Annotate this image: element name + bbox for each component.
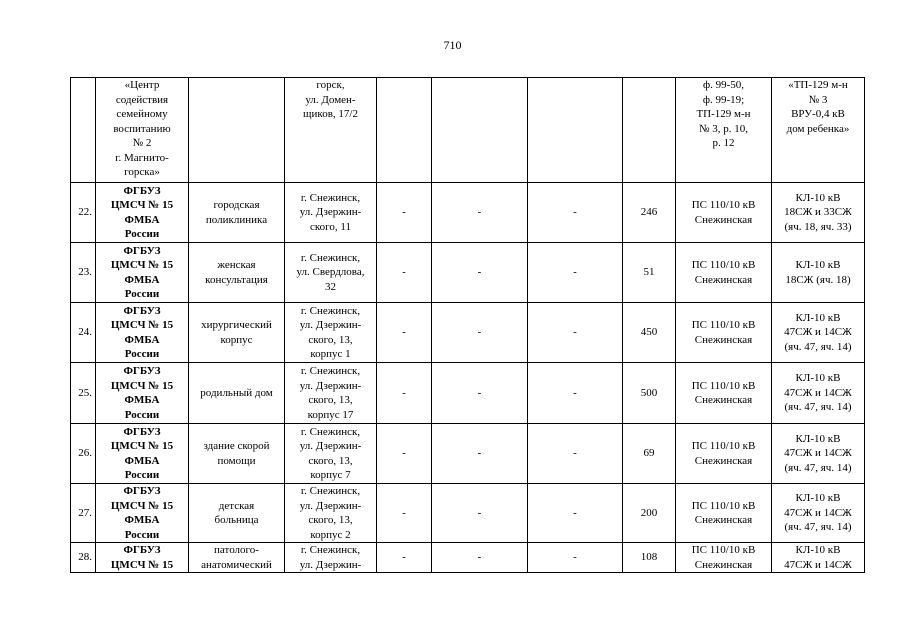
- object-cell: [189, 303, 285, 363]
- table-row: [71, 243, 865, 303]
- cell-text-line: ул. Дзержин-: [299, 499, 362, 512]
- cell-text-line: КЛ-10 кВ: [795, 311, 841, 324]
- cell-text-line: ЦМСЧ № 15: [110, 379, 174, 392]
- cell-text-line: консультация: [205, 273, 268, 286]
- cell-text-line: № 2: [132, 137, 152, 149]
- cell-text-line: «Центр: [124, 79, 160, 91]
- address-cell: [285, 424, 377, 484]
- cell-text-line: КЛ-10 кВ: [795, 372, 841, 385]
- col5-cell: -: [377, 243, 432, 303]
- cell-text-line: ПС 110/10 кВ: [691, 499, 756, 512]
- cell-text-line: ФГБУЗ: [123, 485, 161, 497]
- cell-text-line: г. Снежинск,: [300, 304, 361, 317]
- object-cell: [189, 424, 285, 484]
- cell-text-line: помощи: [217, 454, 256, 467]
- cell-text-line: 47СЖ и 14СЖ: [784, 506, 852, 519]
- col7-cell: -: [528, 484, 623, 543]
- cell-text-line: ского, 13,: [308, 454, 353, 467]
- power-cell: 500: [623, 363, 676, 424]
- table-row: [71, 303, 865, 363]
- cell-text-line: г. Снежинск,: [300, 544, 361, 556]
- source-cell: [676, 363, 772, 424]
- cell-text-line: ПС 110/10 кВ: [691, 379, 756, 392]
- col6-cell: -: [432, 484, 528, 543]
- cell-text-line: ФГБУЗ: [123, 304, 161, 317]
- power-cell: 69: [623, 424, 676, 484]
- address-cell: [285, 303, 377, 363]
- cell-text-line: корпус: [220, 333, 253, 346]
- cell-text-line: России: [124, 469, 160, 481]
- cell-text-line: Снежинская: [694, 213, 753, 226]
- cell-text-line: Снежинская: [694, 454, 753, 467]
- col6-cell: [432, 78, 528, 183]
- col6-cell: -: [432, 543, 528, 573]
- organization-cell: [96, 183, 189, 243]
- cell-text-line: поликлиника: [205, 213, 268, 226]
- cell-text-line: здание скорой: [203, 440, 270, 452]
- cell-text-line: ФМБА: [124, 213, 160, 226]
- cell-text-line: корпус 7: [310, 469, 351, 481]
- col6-cell: -: [432, 183, 528, 243]
- table-row: [71, 78, 865, 183]
- cell-text-line: горск,: [316, 79, 345, 91]
- cell-text-line: России: [124, 408, 160, 421]
- organization-cell: [96, 78, 189, 183]
- row-number-cell: 28.: [71, 543, 96, 573]
- row-number-cell: 27.: [71, 484, 96, 543]
- cell-text-line: России: [124, 288, 160, 300]
- cell-text-line: ПС 110/10 кВ: [691, 259, 756, 271]
- cell-text-line: корпус 1: [310, 348, 351, 360]
- table-row: [71, 484, 865, 543]
- line-cell: [772, 243, 865, 303]
- cell-text-line: ского, 13,: [308, 333, 353, 346]
- cell-text-line: г. Снежинск,: [300, 365, 361, 377]
- cell-text-line: детская: [218, 499, 255, 512]
- power-cell: [623, 78, 676, 183]
- cell-text-line: № 3: [808, 93, 828, 106]
- cell-text-line: (яч. 47, яч. 14): [784, 461, 852, 474]
- cell-text-line: «ТП-129 м-н: [788, 79, 848, 91]
- source-cell: [676, 424, 772, 484]
- cell-text-line: щиков, 17/2: [303, 108, 358, 120]
- cell-text-line: ФГБУЗ: [123, 365, 161, 377]
- col7-cell: -: [528, 183, 623, 243]
- cell-text-line: ПС 110/10 кВ: [691, 319, 756, 331]
- facilities-table: [70, 77, 865, 573]
- address-cell: [285, 183, 377, 243]
- cell-text-line: Снежинская: [694, 514, 753, 526]
- col5-cell: -: [377, 543, 432, 573]
- cell-text-line: ЦМСЧ № 15: [110, 259, 174, 271]
- source-cell: [676, 78, 772, 183]
- cell-text-line: родильный дом: [200, 386, 273, 399]
- object-cell: [189, 363, 285, 424]
- line-cell: [772, 78, 865, 183]
- cell-text-line: патолого-: [214, 544, 259, 556]
- cell-text-line: хирургический: [201, 319, 272, 331]
- cell-text-line: больница: [214, 514, 259, 526]
- power-cell: 51: [623, 243, 676, 303]
- cell-text-line: ского, 13,: [308, 514, 353, 526]
- col5-cell: -: [377, 183, 432, 243]
- cell-text-line: анатомический: [201, 558, 272, 571]
- address-cell: [285, 78, 377, 183]
- row-number-cell: 24.: [71, 303, 96, 363]
- col5-cell: [377, 78, 432, 183]
- source-cell: [676, 243, 772, 303]
- table-row: [71, 363, 865, 424]
- organization-cell: [96, 484, 189, 543]
- source-cell: [676, 183, 772, 243]
- cell-text-line: женская: [217, 259, 256, 271]
- object-cell: [189, 484, 285, 543]
- cell-text-line: № 3, р. 10,: [699, 122, 748, 135]
- power-cell: 200: [623, 484, 676, 543]
- cell-text-line: ул. Дзержин-: [299, 379, 362, 392]
- table-row: [71, 183, 865, 243]
- object-cell: [189, 78, 285, 183]
- organization-cell: [96, 363, 189, 424]
- cell-text-line: дом ребенка»: [786, 122, 850, 135]
- address-cell: [285, 243, 377, 303]
- cell-text-line: России: [124, 528, 160, 541]
- source-cell: [676, 303, 772, 363]
- cell-text-line: 18СЖ (яч. 18): [785, 273, 851, 286]
- line-cell: [772, 303, 865, 363]
- row-number-cell: 22.: [71, 183, 96, 243]
- cell-text-line: ФМБА: [124, 394, 160, 406]
- cell-text-line: КЛ-10 кВ: [795, 544, 841, 556]
- cell-text-line: г. Снежинск,: [300, 251, 361, 264]
- col7-cell: -: [528, 424, 623, 484]
- cell-text-line: ФМБА: [124, 273, 160, 286]
- col5-cell: -: [377, 303, 432, 363]
- cell-text-line: семейному: [116, 108, 168, 120]
- table-body: [71, 78, 865, 573]
- address-cell: [285, 363, 377, 424]
- power-cell: 450: [623, 303, 676, 363]
- cell-text-line: 18СЖ и 33СЖ: [784, 206, 852, 219]
- cell-text-line: ЦМСЧ № 15: [110, 558, 174, 571]
- cell-text-line: ул. Домен-: [305, 93, 356, 106]
- cell-text-line: ФГБУЗ: [123, 184, 161, 197]
- row-number-cell: 23.: [71, 243, 96, 303]
- cell-text-line: ТП-129 м-н: [696, 108, 751, 120]
- table-row: [71, 424, 865, 484]
- cell-text-line: Снежинская: [694, 394, 753, 406]
- cell-text-line: КЛ-10 кВ: [795, 492, 841, 505]
- cell-text-line: 32: [325, 280, 336, 293]
- power-cell: 246: [623, 183, 676, 243]
- col6-cell: -: [432, 243, 528, 303]
- cell-text-line: Снежинская: [694, 273, 753, 286]
- col5-cell: -: [377, 363, 432, 424]
- col5-cell: -: [377, 424, 432, 484]
- cell-text-line: ЦМСЧ № 15: [110, 319, 174, 331]
- cell-text-line: ФМБА: [124, 333, 160, 346]
- source-cell: [676, 543, 772, 573]
- cell-text-line: ФМБА: [124, 454, 160, 467]
- object-cell: [189, 243, 285, 303]
- page-number: 710: [443, 38, 462, 52]
- cell-text-line: (яч. 47, яч. 14): [784, 340, 852, 353]
- cell-text-line: КЛ-10 кВ: [795, 432, 841, 445]
- cell-text-line: ФГБУЗ: [123, 425, 161, 438]
- cell-text-line: городская: [213, 199, 260, 211]
- cell-text-line: ВРУ-0,4 кВ: [791, 108, 845, 120]
- cell-text-line: воспитанию: [113, 122, 171, 135]
- cell-text-line: ф. 99-50,: [702, 79, 745, 91]
- cell-text-line: России: [124, 228, 160, 240]
- cell-text-line: ского, 13,: [308, 394, 353, 406]
- cell-text-line: горска»: [124, 166, 160, 178]
- address-cell: [285, 484, 377, 543]
- cell-text-line: ФМБА: [124, 514, 160, 526]
- cell-text-line: (яч. 47, яч. 14): [784, 401, 852, 414]
- cell-text-line: ул. Дзержин-: [299, 206, 362, 219]
- cell-text-line: (яч. 18, яч. 33): [784, 220, 852, 233]
- cell-text-line: России: [124, 348, 160, 360]
- source-cell: [676, 484, 772, 543]
- col7-cell: -: [528, 363, 623, 424]
- address-cell: [285, 543, 377, 573]
- cell-text-line: ул. Свердлова,: [296, 266, 365, 279]
- cell-text-line: ского, 11: [310, 220, 351, 233]
- cell-text-line: г. Магнито-: [115, 151, 169, 164]
- cell-text-line: ЦМСЧ № 15: [110, 199, 174, 211]
- cell-text-line: корпус 2: [310, 528, 351, 541]
- cell-text-line: ул. Дзержин-: [299, 440, 362, 452]
- power-cell: 108: [623, 543, 676, 573]
- col7-cell: -: [528, 303, 623, 363]
- cell-text-line: г. Снежинск,: [300, 191, 361, 204]
- cell-text-line: ф. 99-19;: [702, 93, 745, 106]
- cell-text-line: (яч. 47, яч. 14): [784, 521, 852, 534]
- cell-text-line: ПС 110/10 кВ: [691, 199, 756, 211]
- col7-cell: -: [528, 543, 623, 573]
- object-cell: [189, 543, 285, 573]
- col7-cell: [528, 78, 623, 183]
- col7-cell: -: [528, 243, 623, 303]
- cell-text-line: Снежинская: [694, 558, 753, 571]
- cell-text-line: 47СЖ и 14СЖ: [784, 447, 852, 460]
- cell-text-line: р. 12: [712, 137, 735, 149]
- organization-cell: [96, 243, 189, 303]
- row-number-cell: 25.: [71, 363, 96, 424]
- cell-text-line: КЛ-10 кВ: [795, 191, 841, 204]
- cell-text-line: г. Снежинск,: [300, 425, 361, 438]
- organization-cell: [96, 303, 189, 363]
- col6-cell: -: [432, 424, 528, 484]
- line-cell: [772, 484, 865, 543]
- row-number-cell: 26.: [71, 424, 96, 484]
- cell-text-line: содействия: [115, 93, 169, 106]
- object-cell: [189, 183, 285, 243]
- col5-cell: -: [377, 484, 432, 543]
- table-row: [71, 543, 865, 573]
- cell-text-line: корпус 17: [307, 408, 354, 421]
- cell-text-line: ул. Дзержин-: [299, 319, 362, 331]
- row-number-cell: [71, 78, 96, 183]
- cell-text-line: ул. Дзержин-: [299, 558, 362, 571]
- col6-cell: -: [432, 303, 528, 363]
- cell-text-line: ПС 110/10 кВ: [691, 440, 756, 452]
- cell-text-line: 47СЖ и 14СЖ: [784, 558, 852, 571]
- cell-text-line: 47СЖ и 14СЖ: [784, 326, 852, 339]
- cell-text-line: ФГБУЗ: [123, 544, 161, 556]
- line-cell: [772, 543, 865, 573]
- cell-text-line: 47СЖ и 14СЖ: [784, 386, 852, 399]
- cell-text-line: ФГБУЗ: [123, 244, 161, 257]
- cell-text-line: КЛ-10 кВ: [795, 259, 841, 271]
- organization-cell: [96, 543, 189, 573]
- cell-text-line: ПС 110/10 кВ: [691, 544, 756, 556]
- line-cell: [772, 424, 865, 484]
- line-cell: [772, 183, 865, 243]
- cell-text-line: Снежинская: [694, 333, 753, 346]
- cell-text-line: ЦМСЧ № 15: [110, 440, 174, 452]
- line-cell: [772, 363, 865, 424]
- organization-cell: [96, 424, 189, 484]
- cell-text-line: г. Снежинск,: [300, 485, 361, 497]
- cell-text-line: ЦМСЧ № 15: [110, 499, 174, 512]
- col6-cell: -: [432, 363, 528, 424]
